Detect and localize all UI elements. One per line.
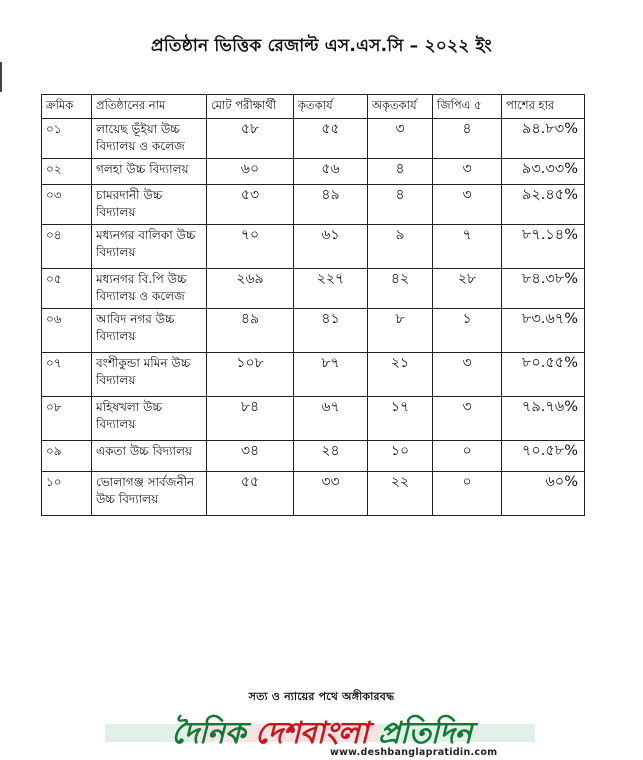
- cell-pass-rate: ৮৩.৬৭%: [502, 309, 585, 353]
- cell-failed: ৪: [368, 185, 433, 225]
- cell-gpa5: ৪: [433, 119, 502, 159]
- cell-serial: ০১: [42, 119, 92, 159]
- cell-pass-rate: ৯৩.৩৩%: [502, 159, 585, 185]
- cell-institution-name: মধ্যনগর বি.পি উচ্চ বিদ্যালয় ও কলেজ: [92, 269, 207, 309]
- cell-total: ৪৯: [207, 309, 294, 353]
- table-row: [42, 225, 585, 269]
- header-institution-name: প্রতিষ্ঠানের নাম: [92, 95, 207, 119]
- table-row: [42, 309, 585, 353]
- cell-passed: ৫৬: [294, 159, 368, 185]
- header-pass-rate: পাশের হার: [502, 95, 585, 119]
- cell-institution-name: বংশীকুন্ডা মমিন উচ্চ বিদ্যালয়: [92, 353, 207, 397]
- cell-pass-rate: ৮৪.৩৮%: [502, 269, 585, 309]
- cell-gpa5: ০: [433, 472, 502, 516]
- results-table: [41, 94, 585, 516]
- cell-institution-name: লায়েছ ভূঁইয়া উচ্চ বিদ্যালয় ও কলেজ: [92, 119, 207, 159]
- cell-institution-name: আবিদ নগর উচ্চ বিদ্যালয়: [92, 309, 207, 353]
- cell-passed: ২২৭: [294, 269, 368, 309]
- table-row: [42, 441, 585, 472]
- cell-serial: ০৬: [42, 309, 92, 353]
- cell-pass-rate: ৬০%: [502, 472, 585, 516]
- cell-pass-rate: ৮০.৫৫%: [502, 353, 585, 397]
- cell-gpa5: ১: [433, 309, 502, 353]
- cell-total: ৫৮: [207, 119, 294, 159]
- cell-institution-name: চামরদানী উচ্চ বিদ্যালয়: [92, 185, 207, 225]
- cell-institution-name: গলহা উচ্চ বিদ্যালয়: [92, 159, 207, 185]
- cell-serial: ০৯: [42, 441, 92, 472]
- cell-pass-rate: ৭০.৫৮%: [502, 441, 585, 472]
- cell-gpa5: ৩: [433, 397, 502, 441]
- cell-serial: ০৮: [42, 397, 92, 441]
- cell-failed: ৩: [368, 119, 433, 159]
- cell-institution-name: মহিষখলা উচ্চ বিদ্যালয়: [92, 397, 207, 441]
- cell-pass-rate: ৯৪.৮৩%: [502, 119, 585, 159]
- cell-total: ৩৪: [207, 441, 294, 472]
- header-failed: অকৃতকার্য: [368, 95, 433, 119]
- table-row: [42, 472, 585, 516]
- cell-passed: ২৪: [294, 441, 368, 472]
- newspaper-logo: [0, 709, 643, 757]
- logo-word-protidin: প্রতিদিন: [378, 716, 472, 751]
- cell-total: ৮৪: [207, 397, 294, 441]
- cell-failed: ২২: [368, 472, 433, 516]
- table-row: [42, 119, 585, 159]
- cell-pass-rate: ৮৭.১৪%: [502, 225, 585, 269]
- cell-passed: ৪৯: [294, 185, 368, 225]
- logo-word-deshbangla: দেশবাংলা: [255, 716, 369, 751]
- header-passed: কৃতকার্য: [294, 95, 368, 119]
- cell-total: ৬০: [207, 159, 294, 185]
- cell-serial: ০২: [42, 159, 92, 185]
- cell-pass-rate: ৭৯.৭৬%: [502, 397, 585, 441]
- cell-serial: ০৫: [42, 269, 92, 309]
- cell-passed: ৬৭: [294, 397, 368, 441]
- cell-gpa5: ৩: [433, 159, 502, 185]
- cell-institution-name: মধ্যনগর বালিকা উচ্চ বিদ্যালয়: [92, 225, 207, 269]
- newspaper-tagline: সত্য ও ন্যায়ের পথে অঙ্গীকারবদ্ধ: [248, 690, 395, 703]
- table-row: [42, 269, 585, 309]
- cell-gpa5: ৩: [433, 353, 502, 397]
- table-row: [42, 353, 585, 397]
- header-serial: ক্রমিক: [42, 95, 92, 119]
- cell-failed: ৪: [368, 159, 433, 185]
- page-title: প্রতিষ্ঠান ভিত্তিক রেজাল্ট এস.এস.সি – ২০২২ ইং: [151, 36, 492, 56]
- cell-serial: ১০: [42, 472, 92, 516]
- cell-total: ৫৩: [207, 185, 294, 225]
- cell-gpa5: ৩: [433, 185, 502, 225]
- table-header-row: [42, 95, 585, 119]
- cell-passed: ৩৩: [294, 472, 368, 516]
- cell-passed: ৪১: [294, 309, 368, 353]
- cell-passed: ৫৫: [294, 119, 368, 159]
- cell-total: ২৬৯: [207, 269, 294, 309]
- header-total-examinees: মোট পরীক্ষার্থী: [207, 95, 294, 119]
- cell-gpa5: ৭: [433, 225, 502, 269]
- cell-failed: ৯: [368, 225, 433, 269]
- table-row: [42, 185, 585, 225]
- cell-failed: ৮: [368, 309, 433, 353]
- logo-wordmark: [0, 709, 643, 760]
- cell-serial: ০৪: [42, 225, 92, 269]
- header-gpa5: জিপিএ ৫: [433, 95, 502, 119]
- cell-gpa5: ২৮: [433, 269, 502, 309]
- cell-failed: ১০: [368, 441, 433, 472]
- cell-failed: ২১: [368, 353, 433, 397]
- cell-serial: ০৭: [42, 353, 92, 397]
- cell-total: ৭০: [207, 225, 294, 269]
- cell-total: ৫৫: [207, 472, 294, 516]
- logo-word-doinik: দৈনিক: [171, 716, 246, 751]
- table-row: [42, 159, 585, 185]
- cell-total: ১০৮: [207, 353, 294, 397]
- cell-institution-name: ভোলাগঞ্জ সার্বজনীন উচ্চ বিদ্যালয়: [92, 472, 207, 516]
- cell-pass-rate: ৯২.৪৫%: [502, 185, 585, 225]
- cell-failed: ৪২: [368, 269, 433, 309]
- cell-institution-name: একতা উচ্চ বিদ্যালয়: [92, 441, 207, 472]
- newspaper-footer: [0, 688, 643, 757]
- cell-passed: ৬১: [294, 225, 368, 269]
- newspaper-website: www.deshbanglapratidin.com: [330, 747, 498, 758]
- cell-failed: ১৭: [368, 397, 433, 441]
- cell-serial: ০৩: [42, 185, 92, 225]
- cell-gpa5: ০: [433, 441, 502, 472]
- left-edge-mark: [0, 62, 2, 92]
- table-row: [42, 397, 585, 441]
- cell-passed: ৮৭: [294, 353, 368, 397]
